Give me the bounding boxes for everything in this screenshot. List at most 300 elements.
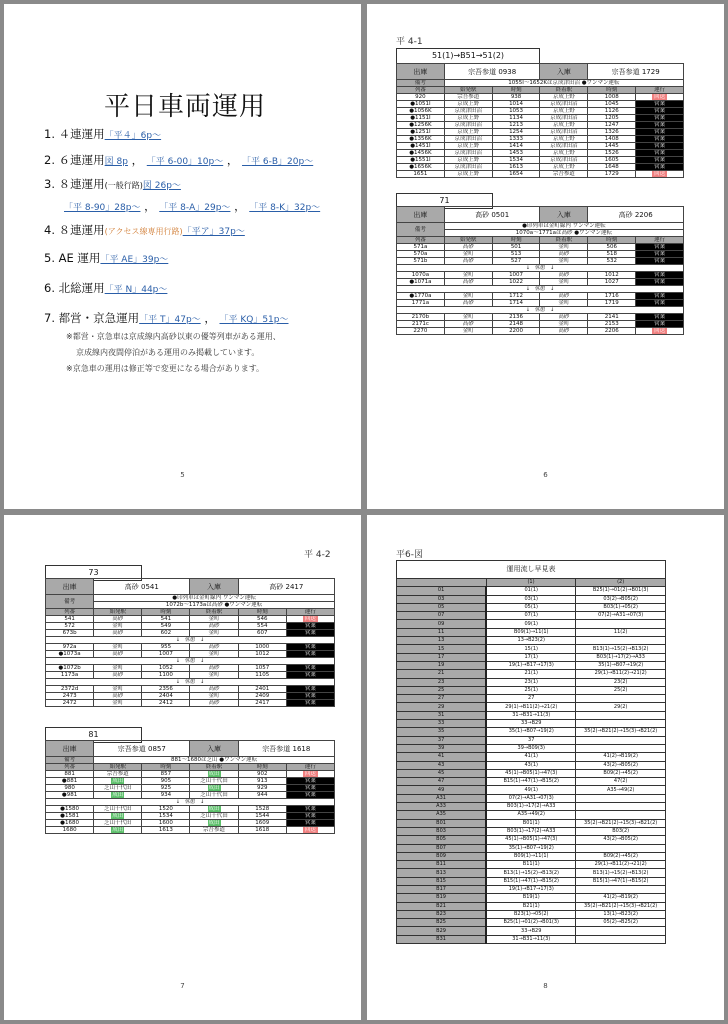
train-number: 2473 (46, 693, 94, 700)
flow-part-1: 15(1) (486, 645, 576, 653)
operation-id: 41 (397, 753, 487, 761)
status-cell: 営業 (286, 686, 334, 693)
toc-number: 3. (44, 177, 59, 191)
destination-station: 京成上野 (540, 94, 588, 101)
operation-id: A35 (397, 811, 487, 819)
operation-id: B09 (397, 852, 487, 860)
table-row (46, 693, 335, 700)
train-number: ●1056K (397, 108, 445, 115)
table-row (397, 293, 684, 300)
train-number: 1680 (46, 827, 94, 834)
origin-station: 京成津田沼 (444, 122, 492, 129)
flow-part-1: 17(1) (486, 653, 576, 661)
status-cell: 営業 (286, 672, 334, 679)
status-cell: 営業 (636, 321, 684, 328)
toc-link[interactable]: 「平 N」44p～ (104, 285, 168, 295)
flow-row (397, 885, 666, 893)
table-row (397, 150, 684, 157)
origin-station: 金町 (94, 665, 142, 672)
origin-station: 京成上野 (444, 115, 492, 122)
page-number: 8 (543, 982, 548, 990)
arrival-time: 1609 (238, 820, 286, 827)
status-cell: 営業 (636, 101, 684, 108)
origin-station: 金町 (444, 251, 492, 258)
destination-station: 高砂 (190, 686, 238, 693)
destination-station: 芝山千代田 (190, 778, 238, 785)
operation-id: 15 (397, 645, 487, 653)
origin-station: 金町 (94, 700, 142, 707)
flow-row (397, 811, 666, 819)
toc-link[interactable]: 図 8p (104, 157, 128, 167)
flow-part-2: B03(1)→05(2) (576, 603, 666, 611)
table-row (46, 813, 335, 820)
departure-time: 1007 (492, 272, 540, 279)
operation-id: 03 (397, 595, 487, 603)
flow-row (397, 595, 666, 603)
status-cell (286, 616, 334, 623)
destination-station: 京成津田沼 (540, 157, 588, 164)
origin-station: 高砂 (444, 321, 492, 328)
flow-part-1: 25(1) (486, 686, 576, 694)
toc-label: ４連運用 (58, 127, 105, 141)
origin-station: 金町 (444, 293, 492, 300)
break-label: ↓ 休憩 ↓ (46, 637, 335, 644)
arrival-time: 2401 (238, 686, 286, 693)
flow-part-2: B09(2)→45(2) (576, 852, 666, 860)
departure-time: 1414 (492, 143, 540, 150)
arrival-time: 607 (238, 630, 286, 637)
flow-row (397, 587, 666, 595)
flow-part-2: 25(2) (576, 686, 666, 694)
departure-time: 934 (142, 792, 190, 799)
toc-link[interactable]: 「平４」6p～ (104, 131, 162, 141)
status-cell: 営業 (636, 129, 684, 136)
flow-row (397, 637, 666, 645)
flow-title-row (397, 561, 666, 579)
operation-id: B25 (397, 919, 487, 927)
column-header: 時刻 (588, 237, 636, 244)
origin-station: 京成津田沼 (444, 136, 492, 143)
origin-station: 京成上野 (444, 129, 492, 136)
operation-id: 23 (397, 678, 487, 686)
status-cell: 営業 (636, 143, 684, 150)
operation-id: B19 (397, 894, 487, 902)
table-row (397, 251, 684, 258)
column-header: 時刻 (492, 87, 540, 94)
column-header: 始発駅 (94, 609, 142, 616)
column-header: 時刻 (492, 237, 540, 244)
table-row (46, 630, 335, 637)
flow-row (397, 919, 666, 927)
train-number: ●1071a (397, 279, 445, 286)
arrival-time: 1528 (238, 806, 286, 813)
destination-station: 京成上野 (540, 150, 588, 157)
break-row (397, 286, 684, 293)
remark-row (46, 757, 335, 764)
toc-number: 6. (44, 281, 59, 295)
flow-part-1: 01(1) (486, 587, 576, 595)
toc-item (44, 222, 245, 238)
break-row (397, 307, 684, 314)
origin-station: 高砂 (444, 300, 492, 307)
departure-time: 2356 (142, 686, 190, 693)
arrival-time: 1526 (588, 150, 636, 157)
table-row (46, 616, 335, 623)
arrival-time: 1445 (588, 143, 636, 150)
flow-row (397, 827, 666, 835)
page-5 (4, 4, 361, 509)
train-number: ●1072b (46, 665, 94, 672)
train-number: 2170b (397, 314, 445, 321)
train-number: ●1256K (397, 122, 445, 129)
remark-text: ●印列車は金町線内 ワンマン運転 (444, 223, 683, 230)
table-row (46, 792, 335, 799)
flow-row (397, 703, 666, 711)
column-header: 時刻 (142, 764, 190, 771)
operation-id: 21 (397, 670, 487, 678)
toc-link[interactable]: 「平 8-90」28p～ (64, 203, 141, 213)
toc-link[interactable]: 「平 6-00」10p～ (146, 157, 224, 167)
arrival-time: 1045 (588, 101, 636, 108)
remark-label: 備考 (397, 80, 445, 87)
flow-part-1: 45(1)→B05(1)→47(3) (486, 769, 576, 777)
flow-part-1: 31→B31→11(3) (486, 711, 576, 719)
flow-part-2: B03(1)→17(2)→A33 (576, 653, 666, 661)
flow-part-1: 35(1)→B07→19(2) (486, 728, 576, 736)
train-number: ●1581 (46, 813, 94, 820)
column-header: 列番 (397, 87, 445, 94)
toc-item: 2. ６連運用図 8p ， 「平 6-00」10p～ ， 「平 6-B」20p～ (44, 153, 314, 167)
operation-id: 31 (397, 711, 487, 719)
origin-station: 金町 (444, 314, 492, 321)
note-line: 京成線内夜間停泊がある運用のみ掲載しています。 (76, 348, 260, 357)
status-cell: 営業 (636, 164, 684, 171)
toc-number: 1. (44, 127, 59, 141)
flow-part-2 (576, 711, 666, 719)
toc-link[interactable]: 「平 8-A」29p～ (159, 203, 231, 213)
out-label: 出庫 (397, 207, 445, 223)
operation-id: 47 (397, 778, 487, 786)
deadhead-badge: 回送 (304, 616, 316, 622)
status-cell (636, 328, 684, 335)
flow-row (397, 603, 666, 611)
origin-station: 金町 (94, 623, 142, 630)
out-label: 出庫 (46, 579, 94, 595)
break-row (46, 658, 335, 665)
table-row (397, 136, 684, 143)
destination-station: 京成津田沼 (540, 143, 588, 150)
destination-station: 金町 (540, 258, 588, 265)
flow-part-2: 03(2)→B05(2) (576, 595, 666, 603)
operation-id: 11 (397, 628, 487, 636)
departure-time: 549 (142, 623, 190, 630)
remark-text: 1070a～1771aは高砂 ●ワンマン運転 (444, 230, 683, 237)
operation-id: 01 (397, 587, 487, 595)
toc-link[interactable]: 「平 KQ」51p～ (219, 315, 289, 325)
destination-station (190, 820, 238, 827)
origin-station: 京成上野 (444, 171, 492, 178)
arrival-time: 1105 (238, 672, 286, 679)
remark-text: 1055I～1652Kは京成津田沼 ●ワンマン運転 (444, 80, 683, 87)
departure-time: 2136 (492, 314, 540, 321)
operation-id: 33 (397, 720, 487, 728)
table-row (46, 806, 335, 813)
flow-part-2: B13(1)→15(2)→B13(2) (576, 645, 666, 653)
table-row (397, 272, 684, 279)
arrival-time: 1057 (238, 665, 286, 672)
train-number: ●1073a (46, 651, 94, 658)
table-row (397, 321, 684, 328)
flow-part-1: 45(1)→B05(1)→47(3) (486, 836, 576, 844)
train-number: 881 (46, 771, 94, 778)
flow-part-1: 23(1) (486, 678, 576, 686)
table-row (46, 820, 335, 827)
departure-time: 1333 (492, 136, 540, 143)
flow-part-2: 35(2)→B21(2)→15(3)→B21(2) (576, 819, 666, 827)
toc-number: 7. (44, 311, 59, 325)
operation-id: 45 (397, 769, 487, 777)
flow-row (397, 794, 666, 802)
flow-part-2 (576, 637, 666, 645)
train-number: ●1451I (397, 143, 445, 150)
deadhead-badge: 回送 (304, 827, 316, 833)
origin-station (94, 827, 142, 834)
origin-station: 宗吾参道 (94, 771, 142, 778)
train-number: 1070a (397, 272, 445, 279)
status-cell: 営業 (286, 630, 334, 637)
flow-row (397, 711, 666, 719)
origin-station (94, 778, 142, 785)
status-cell: 営業 (636, 136, 684, 143)
arrival-time: 1605 (588, 157, 636, 164)
arrival-time: 1729 (588, 171, 636, 178)
page-number: 5 (180, 471, 185, 479)
destination-station: 金町 (540, 279, 588, 286)
flow-part-2 (576, 695, 666, 703)
train-number: ●1580 (46, 806, 94, 813)
table-row (397, 115, 684, 122)
arrival-time: 1648 (588, 164, 636, 171)
arrival-time: 546 (238, 616, 286, 623)
flow-row (397, 861, 666, 869)
station-highlight: 成田 (208, 771, 220, 777)
toc-link[interactable]: 「平 8-K」32p～ (249, 203, 321, 213)
status-cell: 営業 (286, 820, 334, 827)
operation-table-71 (396, 206, 684, 335)
destination-station: 金町 (190, 672, 238, 679)
page-6 (367, 4, 724, 509)
operation-id: 13 (397, 637, 487, 645)
flow-part-2 (576, 935, 666, 943)
status-cell (636, 94, 684, 101)
destination-station (190, 771, 238, 778)
destination-station: 京成津田沼 (540, 129, 588, 136)
flow-part-1: 03(1) (486, 595, 576, 603)
destination-station: 高砂 (540, 272, 588, 279)
train-number: ●1680 (46, 820, 94, 827)
operation-id: B17 (397, 885, 487, 893)
break-label: ↓ 休憩 ↓ (46, 799, 335, 806)
out-value: 高砂 0501 (444, 207, 540, 223)
destination-station: 高砂 (190, 644, 238, 651)
flow-part-1: 37 (486, 736, 576, 744)
table-row (46, 827, 335, 834)
departure-time: 938 (492, 94, 540, 101)
note-line: ※京急車の運用は修正等で変更になる場合があります。 (66, 364, 265, 373)
operation-id: A31 (397, 794, 487, 802)
flow-title: 運用流し早見表 (397, 561, 666, 579)
operation-id: 43 (397, 761, 487, 769)
flow-part-2: 05(2)→B25(2) (576, 919, 666, 927)
station-highlight: 成田 (208, 785, 220, 791)
departure-time: 1613 (492, 164, 540, 171)
train-number: 2472 (46, 700, 94, 707)
in-value: 高砂 2206 (588, 207, 684, 223)
break-label: ↓ 休憩 ↓ (46, 658, 335, 665)
table-row (397, 314, 684, 321)
departure-time: 1534 (142, 813, 190, 820)
status-cell: 営業 (286, 785, 334, 792)
operation-id: 07 (397, 612, 487, 620)
flow-part-1: B23(1)→05(2) (486, 910, 576, 918)
status-cell (286, 827, 334, 834)
column-header: 運行 (286, 764, 334, 771)
in-value: 高砂 2417 (238, 579, 334, 595)
arrival-time: 2206 (588, 328, 636, 335)
departure-time: 2200 (492, 328, 540, 335)
toc-label: ８連運用 (58, 177, 105, 191)
flow-part-1: B13(1)→15(2)→B13(2) (486, 869, 576, 877)
station-highlight: 成田 (112, 792, 124, 798)
status-cell: 営業 (636, 293, 684, 300)
out-label: 出庫 (397, 64, 445, 80)
arrival-time: 944 (238, 792, 286, 799)
train-number: 980 (46, 785, 94, 792)
table-row (397, 101, 684, 108)
flow-row (397, 803, 666, 811)
flow-part-1: 27 (486, 695, 576, 703)
flow-part-2 (576, 885, 666, 893)
departure-time: 1053 (492, 108, 540, 115)
flow-part-2: B15(1)→47(1)→B15(2) (576, 877, 666, 885)
flow-part-2: 41(2)→B19(2) (576, 753, 666, 761)
flow-part-1: 33→B29 (486, 927, 576, 935)
arrival-time: 1716 (588, 293, 636, 300)
arrival-time: 1027 (588, 279, 636, 286)
in-value: 宗吾参道 1729 (588, 64, 684, 80)
flow-part-1: B09(1)→11(1) (486, 628, 576, 636)
flow-part-2: B03(2) (576, 827, 666, 835)
table-row (397, 122, 684, 129)
remark-label: 備考 (397, 223, 445, 237)
toc-label: ８連運用 (58, 223, 105, 237)
toc-item: 7. 都営・京急運用「平 T」47p～ ， 「平 KQ」51p～ (44, 311, 289, 325)
station-highlight: 成田 (208, 806, 220, 812)
flow-part-2 (576, 927, 666, 935)
destination-station: 高砂 (190, 623, 238, 630)
operation-id: 37 (397, 736, 487, 744)
table-row (46, 644, 335, 651)
status-cell: 営業 (636, 279, 684, 286)
flow-part-2: 29(1)→B11(2)→21(2) (576, 861, 666, 869)
status-cell: 営業 (636, 272, 684, 279)
arrival-time: 1408 (588, 136, 636, 143)
arrival-time: 1205 (588, 115, 636, 122)
remark-text: 1072b～1173aは高砂 ●ワンマン運転 (94, 602, 335, 609)
operation-id: B11 (397, 861, 487, 869)
flow-part-1: 19(1)→B17→17(3) (486, 661, 576, 669)
station-highlight: 成田 (112, 827, 124, 833)
flow-row (397, 720, 666, 728)
toc-link[interactable]: 図 26p～ (142, 181, 181, 191)
departure-time: 1022 (492, 279, 540, 286)
flow-part-1: B09(1)→11(1) (486, 852, 576, 860)
status-cell: 営業 (636, 122, 684, 129)
origin-station: 金町 (444, 272, 492, 279)
train-number: ●1456K (397, 150, 445, 157)
origin-station: 高砂 (94, 616, 142, 623)
operation-number-label: 51(1)→B51→51(2) (396, 48, 540, 64)
page-heading: 平6-図 (396, 550, 423, 560)
table-row (397, 279, 684, 286)
origin-station: 芝山千代田 (94, 806, 142, 813)
operation-id: B23 (397, 910, 487, 918)
train-number: 1651 (397, 171, 445, 178)
train-number: 673b (46, 630, 94, 637)
train-number: 2270 (397, 328, 445, 335)
status-cell: 営業 (286, 806, 334, 813)
toc-link[interactable]: 「平 6-B」20p～ (242, 157, 314, 167)
deadhead-badge: 回送 (304, 771, 316, 777)
train-number: ●1151I (397, 115, 445, 122)
operation-id: 29 (397, 703, 487, 711)
toc-link[interactable]: 「平 T」47p～ (139, 315, 201, 325)
table-row (46, 785, 335, 792)
toc-sublabel: (アクセス線専用行路) (104, 227, 183, 236)
departure-time: 527 (492, 258, 540, 265)
toc-link[interactable]: 「平 AE」39p～ (100, 255, 169, 265)
station-highlight: 成田 (112, 813, 124, 819)
flow-part-2 (576, 794, 666, 802)
destination-station: 宗吾参道 (540, 171, 588, 178)
destination-station: 京成津田沼 (540, 115, 588, 122)
flow-part-1: B25(1)→01(2)→B01(3) (486, 919, 576, 927)
flow-part-1: B15(1)→47(1)→B15(2) (486, 877, 576, 885)
toc-link[interactable]: 「平ア」37p～ (182, 227, 245, 237)
departure-time: 925 (142, 785, 190, 792)
origin-station: 高砂 (444, 244, 492, 251)
departure-time: 2148 (492, 321, 540, 328)
flow-part-1: 49(1) (486, 786, 576, 794)
operation-number-label: 73 (45, 565, 142, 581)
flow-part-2: B25(1)→01(2)→B01(3) (576, 587, 666, 595)
departure-time: 1134 (492, 115, 540, 122)
toc-item (44, 280, 167, 296)
destination-station: 金町 (540, 321, 588, 328)
flow-row (397, 736, 666, 744)
remark-text: ●印列車は金町線内 ワンマン運転 (94, 595, 335, 602)
break-row (46, 679, 335, 686)
in-label: 入庫 (190, 741, 238, 757)
toc-item (44, 126, 161, 142)
out-in-row (46, 579, 335, 595)
destination-station: 金町 (190, 630, 238, 637)
flow-column-header (397, 579, 487, 587)
flow-part-2: 35(1)→B07→19(2) (576, 661, 666, 669)
train-number: 2171c (397, 321, 445, 328)
train-number: 541 (46, 616, 94, 623)
table-row (46, 686, 335, 693)
